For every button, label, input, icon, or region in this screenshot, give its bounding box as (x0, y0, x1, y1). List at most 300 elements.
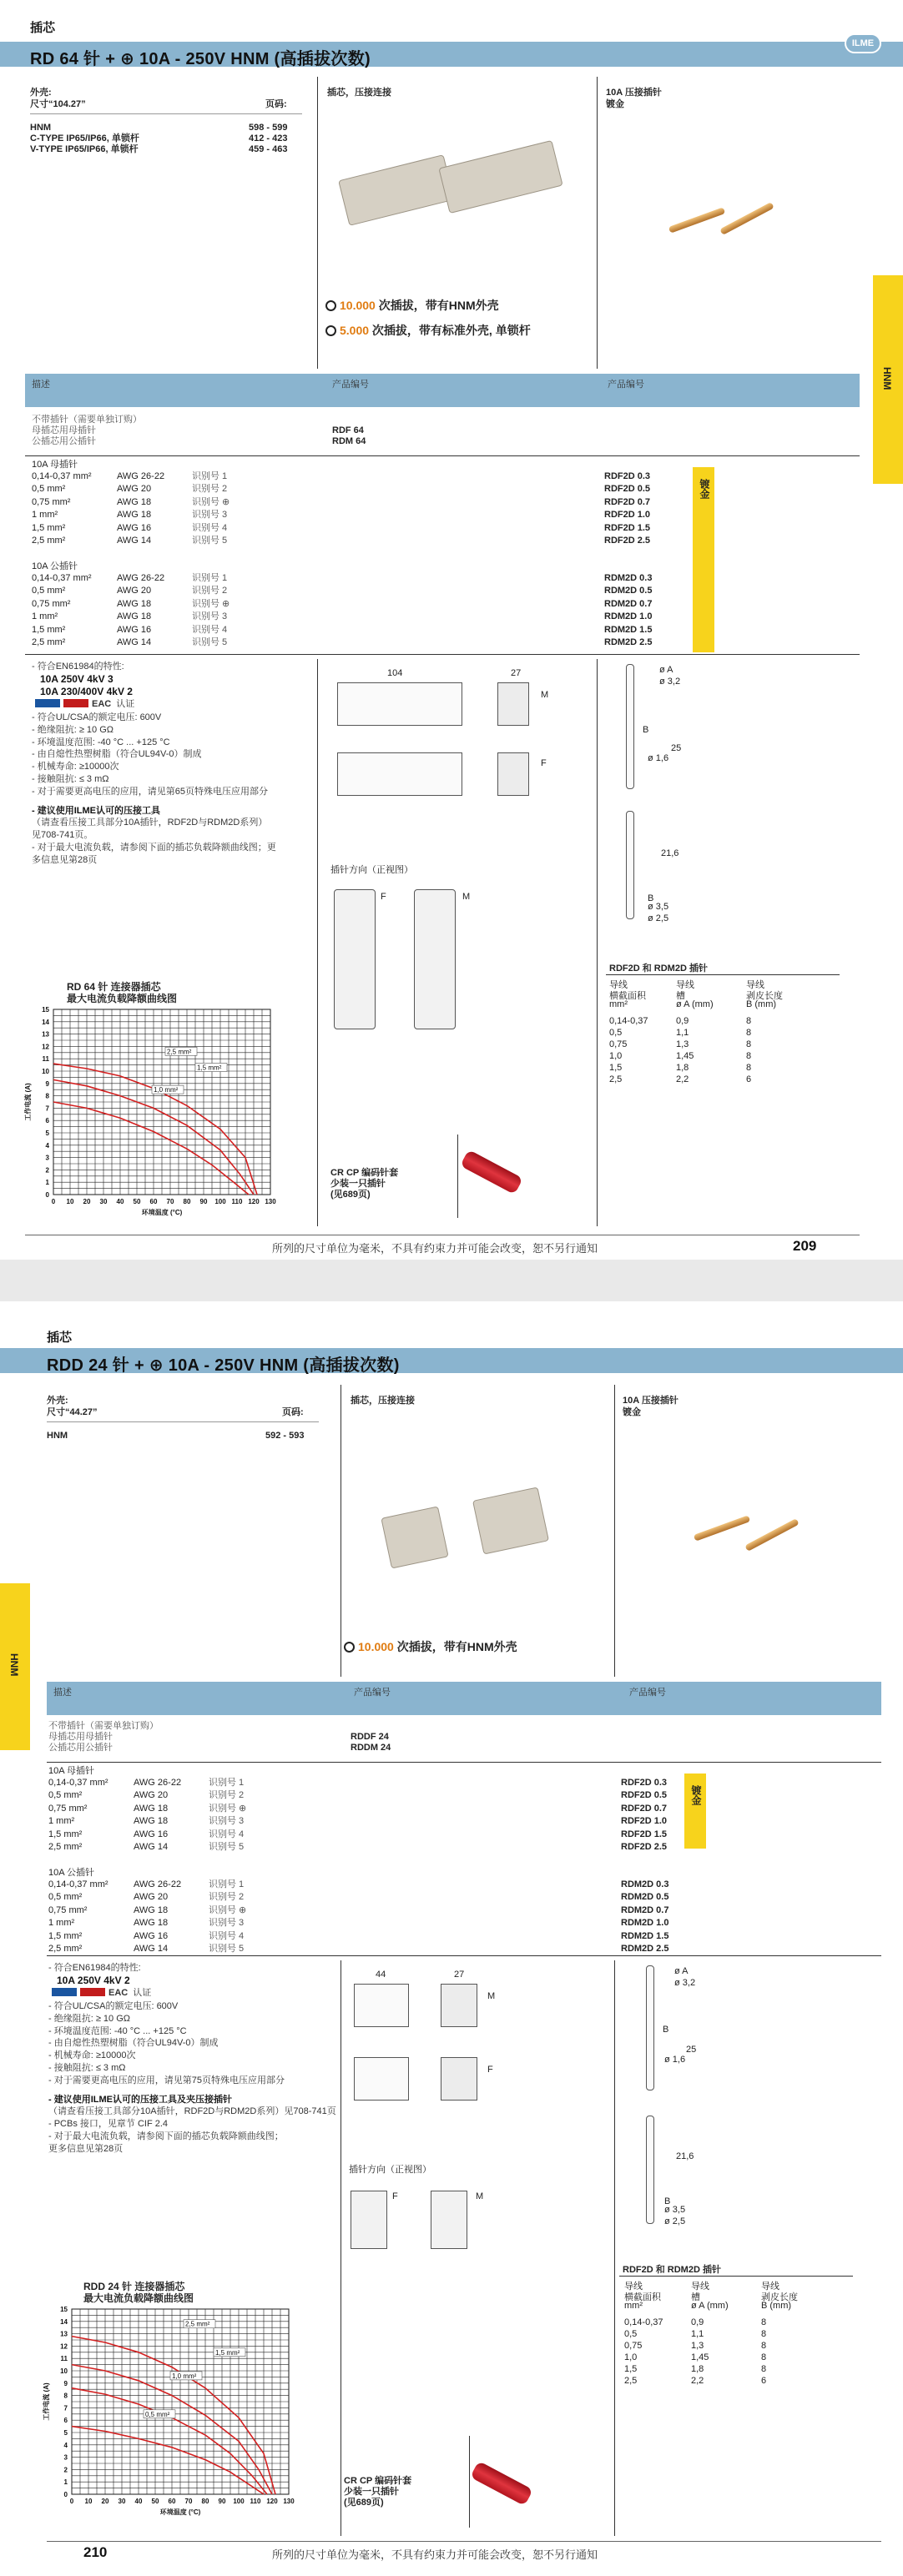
housing-name: C-TYPE IP65/IP66, 单锁杆 (30, 133, 139, 143)
insert-side-drawing (441, 1984, 477, 2027)
pin-table-head: ø A (mm) (676, 999, 714, 1009)
side-tab (873, 275, 903, 484)
tool-line: - PCBs 接口，见章节 CIF 2.4 (48, 2119, 169, 2130)
pin-table-cell: 8 (746, 1051, 752, 1061)
title-bar (0, 1348, 903, 1373)
male-awg: AWG 18 (134, 1904, 169, 1915)
tool-title: - 建议使用ILME认可的压接工具及夹压接插针 (48, 2094, 232, 2105)
x-tick-label: 90 (218, 2498, 226, 2505)
coding-tool-ad (344, 2476, 411, 2508)
page-number: 210 (83, 2544, 108, 2560)
y-tick-label: 11 (60, 2355, 68, 2363)
x-tick-label: 10 (84, 2498, 93, 2505)
divider (25, 654, 860, 655)
cycle-line (325, 322, 531, 339)
page-title: RD 64 针 + ⊕ 10A - 250V HNM (高插拔次数) (30, 50, 371, 68)
dim-pin-dia: ø 1,6 (648, 753, 669, 763)
dim-male-d: ø 3,5 (648, 902, 669, 912)
tool-ad-line: (见689页) (344, 2498, 384, 2508)
male-label: M (487, 1991, 496, 2001)
pin-table-cell: 1,0 (609, 1051, 623, 1061)
pin-table-title: RDF2D 和 RDM2D 插针 (609, 963, 708, 974)
column-divider (317, 77, 318, 369)
female-id: 识别号 ⊕ (192, 496, 230, 507)
x-tick-label: 130 (283, 2498, 295, 2505)
female-code: RDF2D 0.3 (604, 471, 651, 481)
x-tick-label: 100 (233, 2498, 245, 2505)
spec-item: - 绝缘阻抗: ≥ 10 GΩ (48, 2013, 130, 2024)
dim-depth: 27 (511, 668, 522, 678)
y-tick-label: 10 (42, 1068, 49, 1075)
pin-table-cell: 0,5 (624, 2329, 638, 2339)
pin-table-cell: 6 (761, 2376, 767, 2386)
y-tick-label: 9 (63, 2379, 68, 2387)
female-awg: AWG 18 (134, 1816, 169, 1827)
y-tick-label: 1 (45, 1179, 49, 1187)
female-size: 0,14-0,37 mm² (48, 1778, 108, 1788)
male-id: 识别号 1 (209, 1879, 245, 1889)
male-id: 识别号 1 (192, 573, 228, 583)
y-tick-label: 7 (63, 2404, 68, 2412)
cycle-text: 次插拔，带有标准外壳, 单锁杆 (369, 324, 531, 337)
spec-item: - 对于需要更高电压的应用，请见第75页特殊电压应用部分 (48, 2075, 285, 2085)
housing-name: HNM (47, 1431, 68, 1441)
column-divider (597, 77, 598, 369)
pin-table-cell: 1,5 (624, 2364, 638, 2374)
divider (47, 1762, 881, 1763)
dim-pin-len: 25 (671, 743, 682, 753)
female-awg: AWG 26-22 (134, 1778, 182, 1788)
magnifier-icon (344, 1642, 355, 1653)
female-code: RDF2D 1.0 (604, 510, 651, 521)
cert-logo-icon (63, 699, 88, 707)
pin-table-cell: 0,5 (609, 1028, 623, 1038)
y-tick-label: 5 (63, 2429, 68, 2437)
right-subheading: 镀金 (623, 1407, 641, 1417)
cert-row (35, 698, 134, 711)
gold-tag-label: 镀金 (699, 479, 710, 499)
gold-tag-label: 镀金 (690, 1785, 702, 1805)
pin-table-cell: 8 (761, 2364, 767, 2374)
x-axis-label: 环境温度 (°C) (159, 2508, 201, 2516)
dims-value: 尺寸“44.27” (47, 1407, 98, 1417)
male-awg: AWG 16 (117, 624, 152, 635)
title-bar (0, 38, 903, 68)
column-divider (597, 659, 598, 1226)
male-id: 识别号 5 (209, 1944, 245, 1954)
female-insert-image (338, 154, 455, 226)
column-divider (317, 659, 318, 1226)
insert-side-drawing (497, 752, 529, 796)
x-tick-label: 130 (265, 1198, 276, 1205)
male-awg: AWG 20 (134, 1892, 169, 1903)
pin-table-cell: 8 (761, 2329, 767, 2339)
spec-item: - 环境温度范围: -40 °C ... +125 °C (32, 737, 170, 747)
female-code: RDF2D 2.5 (621, 1842, 668, 1852)
female-label: F (487, 2065, 493, 2075)
dim-male-d: ø 3,5 (664, 2205, 686, 2215)
y-tick-label: 4 (63, 2441, 68, 2449)
x-tick-label: 110 (250, 2498, 261, 2505)
cert-logo-icon (80, 1988, 105, 1996)
housing-pages: 412 - 423 (249, 133, 288, 143)
y-tick-label: 0 (45, 1191, 49, 1199)
dim-male-dd: ø 2,5 (664, 2216, 686, 2226)
male-face-label: M (476, 2191, 484, 2201)
pin-table-cell: 0,14-0,37 (609, 1016, 648, 1026)
series-label: 1,5 mm² (215, 2348, 240, 2357)
male-label: M (541, 690, 549, 700)
y-tick-label: 8 (45, 1092, 49, 1100)
female-size: 2,5 mm² (32, 536, 66, 546)
x-tick-label: 40 (116, 1198, 124, 1205)
dim-pin-b: B (663, 2025, 669, 2035)
y-tick-label: 6 (63, 2417, 68, 2425)
male-awg: AWG 18 (117, 611, 152, 622)
pin-table-head: 导线 (676, 980, 694, 990)
divider (457, 1135, 458, 1218)
spec-item: - 符合UL/CSA的额定电压: 600V (48, 2001, 179, 2011)
derating-chart (38, 2306, 305, 2533)
tool-line: - 对于最大电流负载，请参阅下面的插芯负载降额曲线图；更 (32, 843, 276, 853)
male-code: RDM2D 2.5 (621, 1944, 669, 1954)
pin-table-cell: 1,1 (676, 1028, 689, 1038)
dim-male-b: B (664, 2196, 671, 2206)
female-size: 1 mm² (48, 1816, 75, 1827)
male-size: 1 mm² (32, 611, 58, 622)
pin-table-cell: 0,75 (609, 1039, 628, 1049)
male-size: 2,5 mm² (32, 637, 66, 647)
col-part-number: 产品编号 (608, 380, 644, 390)
derating-chart (20, 1006, 287, 1231)
male-awg: AWG 16 (134, 1930, 169, 1941)
male-awg: AWG 14 (117, 637, 152, 647)
right-heading: 10A 压接插针 (606, 88, 662, 98)
female-id: 识别号 4 (192, 522, 228, 533)
male-code: RDM2D 0.7 (621, 1904, 669, 1915)
spec-item: - 绝缘阻抗: ≥ 10 GΩ (32, 724, 114, 735)
female-size: 1,5 mm² (32, 522, 66, 533)
pin-table-cell: 1,3 (676, 1039, 689, 1049)
insert-desc: 公插芯用公插针 (48, 1743, 113, 1753)
y-tick-label: 8 (63, 2392, 68, 2400)
column-divider (614, 1960, 615, 2536)
female-awg: AWG 16 (134, 1829, 169, 1839)
insert-code: RDDF 24 (351, 1732, 389, 1742)
section-label: 插芯 (47, 1331, 73, 1345)
divider (47, 2541, 881, 2542)
female-awg: AWG 18 (117, 510, 152, 521)
male-awg: AWG 14 (134, 1944, 169, 1954)
x-tick-label: 80 (183, 1198, 191, 1205)
dim-pin-d: ø 3,2 (659, 677, 681, 687)
female-size: 1 mm² (32, 510, 58, 521)
dim-pin-len: 25 (686, 2045, 697, 2055)
page-ref-label: 页码: (282, 1407, 304, 1417)
magnifier-icon (325, 325, 336, 336)
cycle-line (325, 297, 499, 314)
female-code: RDF2D 0.5 (621, 1790, 668, 1801)
y-tick-label: 12 (60, 2342, 68, 2351)
tool-ad-line: (见689页) (330, 1190, 371, 1200)
catalog-page-209 (0, 0, 903, 1276)
female-size: 0,14-0,37 mm² (32, 471, 92, 481)
female-face-label: F (381, 892, 386, 902)
table-header (25, 374, 860, 407)
rating: 10A 230/400V 4kV 2 (40, 686, 133, 697)
pin-table-head: 剥皮长度 (746, 991, 783, 1001)
pin-table-title: RDF2D 和 RDM2D 插针 (623, 2265, 721, 2275)
male-id: 识别号 4 (192, 624, 228, 635)
y-tick-label: 13 (60, 2330, 68, 2338)
male-code: RDM2D 0.5 (621, 1892, 669, 1903)
cycle-number: 10.000 (358, 1640, 394, 1653)
spec-item: - 对于需要更高电压的应用，请见第65页特殊电压应用部分 (32, 786, 268, 797)
spec-item: - 符合UL/CSA的额定电压: 600V (32, 712, 162, 722)
dim-pin-a: ø A (659, 665, 673, 675)
insert-desc: 不带插针（需要单独订购） (48, 1721, 159, 1731)
tool-line: 更多信息见第28页 (48, 2143, 124, 2154)
cycle-text: 次插拔，带有HNM外壳 (375, 299, 499, 312)
y-tick-label: 3 (63, 2453, 68, 2462)
right-subheading: 镀金 (606, 99, 624, 109)
male-insert-image (472, 1487, 549, 1554)
pin-table-head: B (mm) (761, 2301, 792, 2311)
x-tick-label: 40 (134, 2498, 143, 2505)
female-code: RDF2D 0.7 (621, 1803, 668, 1814)
pin-table-head: 槽 (691, 2292, 700, 2302)
y-tick-label: 0 (63, 2491, 68, 2498)
female-size: 0,75 mm² (48, 1803, 88, 1814)
spec-lead: - 符合EN61984的特性: (32, 662, 124, 672)
x-tick-label: 100 (214, 1198, 226, 1205)
female-code: RDF2D 0.5 (604, 484, 651, 495)
x-tick-label: 20 (101, 2498, 109, 2505)
footer-note: 所列的尺寸单位为毫米，不具有约束力并可能会改变，恕不另行通知 (272, 1242, 598, 1255)
pin-table-cell: 1,5 (609, 1063, 623, 1073)
dim-male-dd: ø 2,5 (648, 913, 669, 923)
male-awg: AWG 26-22 (134, 1879, 182, 1889)
female-awg: AWG 18 (117, 496, 152, 507)
gold-tag (693, 467, 714, 652)
female-code: RDF2D 2.5 (604, 536, 651, 546)
pin-table-cell: 8 (746, 1028, 752, 1038)
divider (47, 1955, 881, 1956)
col-description: 描述 (32, 380, 50, 390)
dim-pin-d: ø 3,2 (674, 1978, 696, 1988)
male-code: RDM2D 0.7 (604, 598, 653, 609)
coding-pin-image (470, 2461, 533, 2506)
housing-pages: 592 - 593 (265, 1431, 305, 1441)
crimp-pin-image (744, 1518, 800, 1552)
pin-table-cell: 0,9 (676, 1016, 689, 1026)
spec-item: - 由自熄性热塑树脂（符合UL94V-0）制成 (48, 2038, 219, 2049)
series-label: 1,0 mm² (154, 1086, 179, 1094)
crimp-pin-image (668, 207, 726, 233)
tool-ad-line: CR CP 编码针套 (344, 2476, 412, 2486)
x-tick-label: 80 (201, 2498, 209, 2505)
rating: 10A 250V 4kV 2 (57, 1975, 130, 1986)
male-code: RDM2D 1.0 (604, 611, 653, 622)
female-size: 0,5 mm² (32, 484, 66, 495)
female-awg: AWG 18 (134, 1803, 169, 1814)
x-tick-label: 70 (184, 2498, 193, 2505)
female-code: RDF2D 1.0 (621, 1816, 668, 1827)
tool-line: 多信息见第28页 (32, 854, 98, 865)
cycle-text: 次插拔，带有HNM外壳 (393, 1640, 517, 1653)
x-tick-label: 0 (69, 2498, 74, 2505)
crimp-pin-image (719, 202, 774, 235)
male-title: 10A 公插针 (48, 1868, 95, 1878)
cert-logo-icon (52, 1988, 77, 1996)
coding-tool-ad (330, 1168, 398, 1200)
eac-icon: EAC (108, 1988, 129, 1998)
female-id: 识别号 3 (209, 1816, 245, 1827)
female-size: 2,5 mm² (48, 1842, 83, 1852)
spec-item: - 机械寿命: ≥10000次 (48, 2050, 136, 2061)
pin-table-cell: 2,2 (691, 2376, 704, 2386)
side-tab-label: HNM (8, 1653, 20, 1677)
insert-bottom-drawing (337, 752, 462, 796)
female-size: 0,75 mm² (32, 496, 71, 507)
x-tick-label: 70 (166, 1198, 174, 1205)
insert-desc: 母插芯用母插针 (48, 1732, 113, 1742)
chart-title (67, 981, 177, 1004)
spec-item: - 接触阻抗: ≤ 3 mΩ (32, 774, 109, 784)
pin-table-head: mm² (609, 999, 628, 1009)
female-id: 识别号 3 (192, 510, 228, 521)
dim-pin-b: B (643, 725, 649, 735)
pin-table-head: 导线 (761, 2282, 779, 2292)
male-title: 10A 公插针 (32, 561, 78, 571)
dim-depth: 27 (454, 1970, 465, 1980)
pin-table-head: 横截面积 (624, 2292, 661, 2302)
insert-desc: 母插芯用母插针 (32, 425, 96, 435)
male-size: 0,14-0,37 mm² (48, 1879, 108, 1889)
male-code: RDM2D 1.5 (604, 624, 653, 635)
male-size: 0,75 mm² (48, 1904, 88, 1915)
chart-title-line-1: RD 64 针 连接器插芯 (67, 981, 161, 993)
spec-item: - 由自熄性热塑树脂（符合UL94V-0）制成 (32, 749, 202, 760)
y-tick-label: 12 (42, 1043, 49, 1051)
pin-table-cell: 1,8 (691, 2364, 704, 2374)
tool-ad-line: 少装一只插针 (330, 1179, 386, 1189)
female-id: 识别号 4 (209, 1829, 245, 1839)
pin-table-cell: 1,1 (691, 2329, 704, 2339)
x-tick-label: 50 (151, 2498, 159, 2505)
spec-item: - 环境温度范围: -40 °C ... +125 °C (48, 2025, 187, 2036)
pin-table-cell: 8 (746, 1063, 752, 1073)
pin-table-head: 导线 (624, 2282, 643, 2292)
tool-ad-line: CR CP 编码针套 (330, 1168, 399, 1178)
male-id: 识别号 3 (192, 611, 228, 622)
y-tick-label: 2 (45, 1166, 49, 1175)
col-description: 描述 (53, 1688, 72, 1698)
male-code: RDM2D 0.5 (604, 586, 653, 596)
male-size: 2,5 mm² (48, 1944, 83, 1954)
male-size: 0,5 mm² (32, 586, 66, 596)
cert-text: 认证 (116, 699, 135, 709)
y-tick-label: 10 (60, 2367, 68, 2375)
female-code: RDF2D 1.5 (621, 1829, 668, 1839)
y-tick-label: 1 (63, 2478, 68, 2487)
magnifier-icon (325, 300, 336, 311)
housing-pages: 459 - 463 (249, 144, 288, 154)
x-tick-label: 90 (199, 1198, 208, 1205)
chart-title-line-2: 最大电流负载降额曲线图 (67, 993, 178, 1004)
female-code: RDF2D 0.3 (621, 1778, 668, 1788)
female-code: RDF2D 1.5 (604, 522, 651, 533)
side-tab-label: HNM (881, 367, 893, 390)
chart-title (83, 2281, 194, 2304)
pin-table-head: ø A (mm) (691, 2301, 729, 2311)
male-code: RDM2D 1.0 (621, 1918, 669, 1929)
y-tick-label: 11 (42, 1055, 49, 1064)
page-number: 209 (793, 1238, 817, 1254)
pin-table-head: 剥皮长度 (761, 2292, 798, 2302)
female-size: 1,5 mm² (48, 1829, 83, 1839)
insert-code: RDF 64 (332, 425, 364, 435)
female-pin-drawing (646, 1965, 654, 2090)
chart-title-line-2: 最大电流负载降额曲线图 (83, 2292, 194, 2304)
male-size: 1,5 mm² (32, 624, 66, 635)
pin-table-cell: 8 (761, 2352, 767, 2362)
pin-table-cell: 0,14-0,37 (624, 2317, 663, 2327)
male-code: RDM2D 2.5 (604, 637, 653, 647)
y-axis-label: 工作电流 (A) (24, 1083, 32, 1121)
catalog-page-210 (0, 1301, 903, 2576)
dims-label: 外壳: (30, 88, 52, 98)
x-tick-label: 60 (149, 1198, 158, 1205)
insert-desc: 不带插针（需要单独订购） (32, 415, 142, 425)
col-part-number: 产品编号 (354, 1688, 391, 1698)
female-awg: AWG 16 (117, 522, 152, 533)
side-tab (0, 1583, 30, 1750)
female-face-label: F (392, 2191, 398, 2201)
y-tick-label: 5 (45, 1130, 49, 1137)
pin-table-head: mm² (624, 2301, 643, 2311)
insert-top-drawing (337, 682, 462, 726)
dim-male-b: B (648, 893, 654, 903)
tool-ad-line: 少装一只插针 (344, 2487, 399, 2497)
gold-tag (684, 1774, 706, 1849)
male-id: 识别号 5 (192, 637, 228, 647)
ilme-logo-icon: ILME (845, 33, 881, 53)
female-title: 10A 母插针 (32, 460, 78, 470)
divider (469, 2436, 470, 2528)
housing-pages: 598 - 599 (249, 123, 288, 133)
x-tick-label: 0 (51, 1198, 56, 1205)
series-label: 0,5 mm² (145, 2410, 170, 2418)
male-id: 识别号 2 (192, 586, 228, 596)
male-face-drawing (414, 889, 456, 1029)
pin-table-head: 导线 (746, 980, 764, 990)
x-tick-label: 20 (83, 1198, 91, 1205)
divider (25, 455, 860, 456)
pin-table-cell: 8 (761, 2317, 767, 2327)
y-tick-label: 7 (45, 1104, 49, 1113)
col-part-number: 产品编号 (629, 1688, 666, 1698)
pin-table-cell: 1,45 (676, 1051, 694, 1061)
male-code: RDM2D 1.5 (621, 1930, 669, 1941)
mid-heading: 插芯，压接连接 (327, 88, 391, 98)
female-pin-drawing (626, 664, 634, 789)
cycle-number: 5.000 (340, 324, 370, 337)
footer-note: 所列的尺寸单位为毫米，不具有约束力并可能会改变，恕不另行通知 (272, 2548, 598, 2561)
female-id: 识别号 5 (192, 536, 228, 546)
female-face-drawing (334, 889, 376, 1029)
x-tick-label: 10 (66, 1198, 74, 1205)
